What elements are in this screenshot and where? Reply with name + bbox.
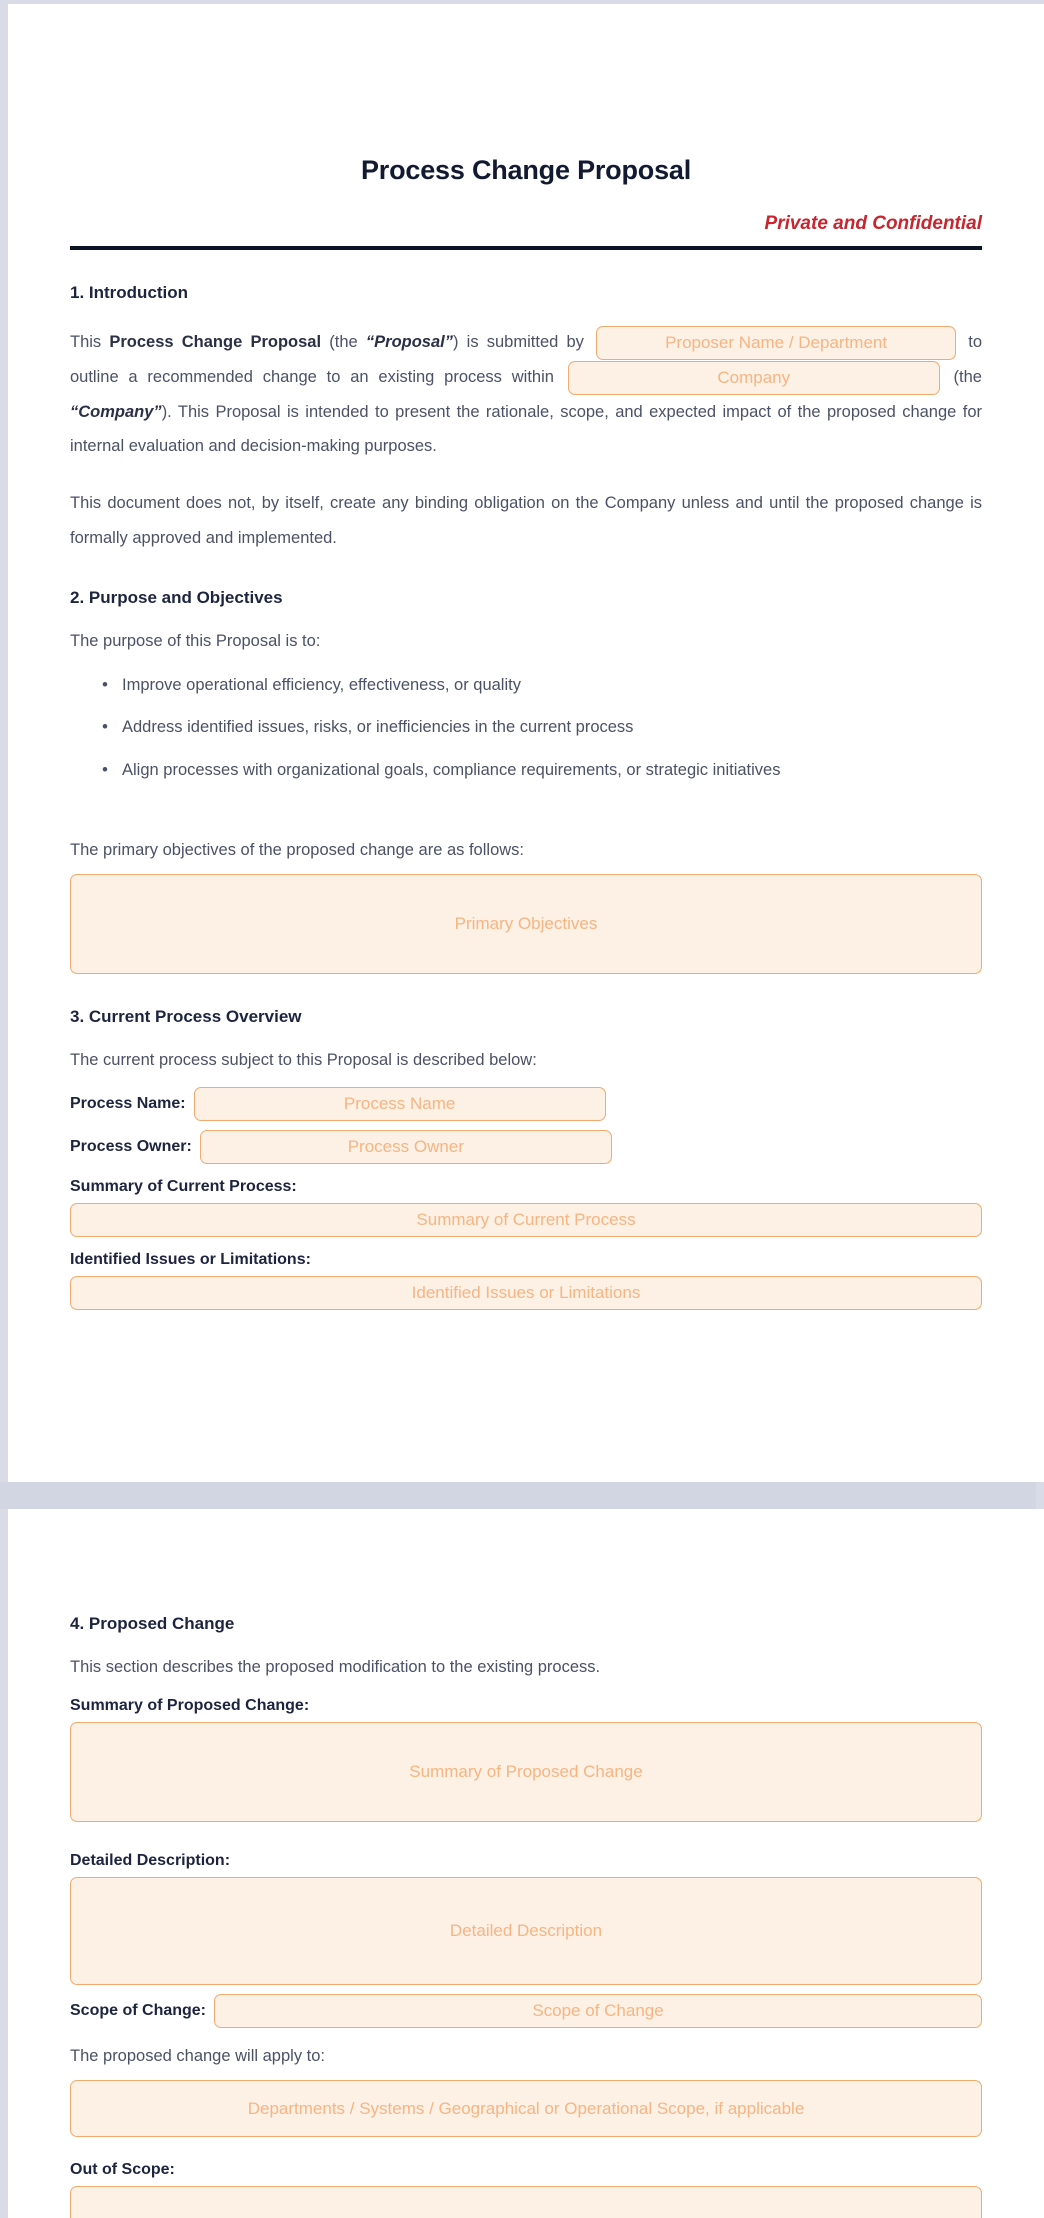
spacer	[70, 1822, 982, 1838]
objectives-intro-text: The primary objectives of the proposed change are as follows:	[70, 840, 524, 859]
intro-text-3: ) is submitted by	[453, 333, 584, 352]
intro-bold-change: Change	[181, 333, 243, 352]
process-name-label: Process Name:	[70, 1094, 186, 1112]
out-of-scope-label: Out of Scope:	[70, 2161, 175, 2179]
intro-quoted-company: “Company”	[70, 402, 162, 421]
process-owner-field[interactable]: Process Owner	[200, 1130, 612, 1164]
summary-current-process-label: Summary of Current Process:	[70, 1177, 297, 1195]
detailed-description-field[interactable]: Detailed Description	[70, 1877, 982, 1985]
intro-text-5: (the	[953, 368, 982, 387]
introduction-paragraph-1	[70, 325, 982, 464]
purpose-intro-text: The purpose of this Proposal is to:	[70, 632, 321, 651]
out-of-scope-field[interactable]	[70, 2186, 982, 2218]
intro-bold-proposal: Proposal	[250, 333, 322, 352]
spacer	[70, 801, 982, 817]
identified-issues-label: Identified Issues or Limitations:	[70, 1250, 311, 1268]
list-item: • Improve operational efficiency, effectiveness, or quality	[122, 673, 982, 699]
process-owner-row	[70, 1130, 982, 1164]
list-item: • Align processes with organizational goals, compliance requirements, or strategic initiatives	[122, 758, 982, 784]
current-process-intro-text: The current process subject to this Proposal is described below:	[70, 1051, 537, 1070]
process-name-row	[70, 1087, 982, 1121]
identified-issues-field[interactable]: Identified Issues or Limitations	[70, 1276, 982, 1310]
process-name-field[interactable]: Process Name	[194, 1087, 606, 1121]
detailed-description-label: Detailed Description:	[70, 1851, 231, 1869]
scope-of-change-label: Scope of Change:	[70, 2001, 207, 2019]
intro-text-6: ). This Proposal is intended to present the rationale, scope, and expected impact of the proposed change for internal evaluation and decision-making purposes.	[70, 402, 982, 456]
page-title: Process Change Proposal	[360, 155, 691, 185]
list-item: • Address identified issues, risks, or inefficiencies in the current process	[122, 715, 982, 741]
section-heading-introduction: 1. Introduction	[70, 283, 189, 303]
summary-proposed-change-field[interactable]: Summary of Proposed Change	[70, 1722, 982, 1822]
purpose-bullet-list	[70, 673, 982, 784]
section-heading-proposed-change: 4. Proposed Change	[70, 1614, 235, 1633]
primary-objectives-field[interactable]: Primary Objectives	[70, 874, 982, 974]
summary-current-process-field[interactable]: Summary of Current Process	[70, 1203, 982, 1237]
page-break-separator	[0, 1482, 1036, 1509]
scope-of-change-field[interactable]: Scope of Change	[214, 1994, 982, 2028]
summary-proposed-change-label: Summary of Proposed Change:	[70, 1696, 310, 1714]
process-owner-label: Process Owner:	[70, 1137, 192, 1155]
section-heading-current-process: 3. Current Process Overview	[70, 1007, 302, 1027]
apply-to-intro-text: The proposed change will apply to:	[70, 2046, 325, 2065]
intro-bold-process: Process	[109, 333, 174, 352]
intro-text-1: This	[70, 333, 102, 352]
section-heading-purpose: 2. Purpose and Objectives	[70, 588, 283, 608]
confidentiality-notice: Private and Confidential	[764, 213, 982, 235]
intro-text-2: (the	[329, 333, 358, 352]
company-field[interactable]: Company	[568, 361, 940, 395]
document-page-1	[8, 4, 1044, 1482]
title-divider	[70, 246, 982, 250]
page-top-margin	[70, 1509, 982, 1614]
scope-of-change-row	[70, 1994, 982, 2028]
intro-quoted-proposal: “Proposal”	[365, 333, 453, 352]
proposed-change-intro-text: This section describes the proposed modification to the existing process.	[70, 1658, 601, 1676]
intro-text-4: to outline a recommended change to an existing process within	[70, 333, 983, 387]
applies-to-scope-field[interactable]: Departments / Systems / Geographical or Operational Scope, if applicable	[70, 2080, 982, 2137]
proposer-name-field[interactable]: Proposer Name / Department	[596, 326, 956, 360]
document-page-2	[8, 1509, 1044, 2218]
introduction-paragraph-2: This document does not, by itself, create any binding obligation on the Company unless and until the proposed change is formally approved and implemented.	[70, 493, 982, 547]
